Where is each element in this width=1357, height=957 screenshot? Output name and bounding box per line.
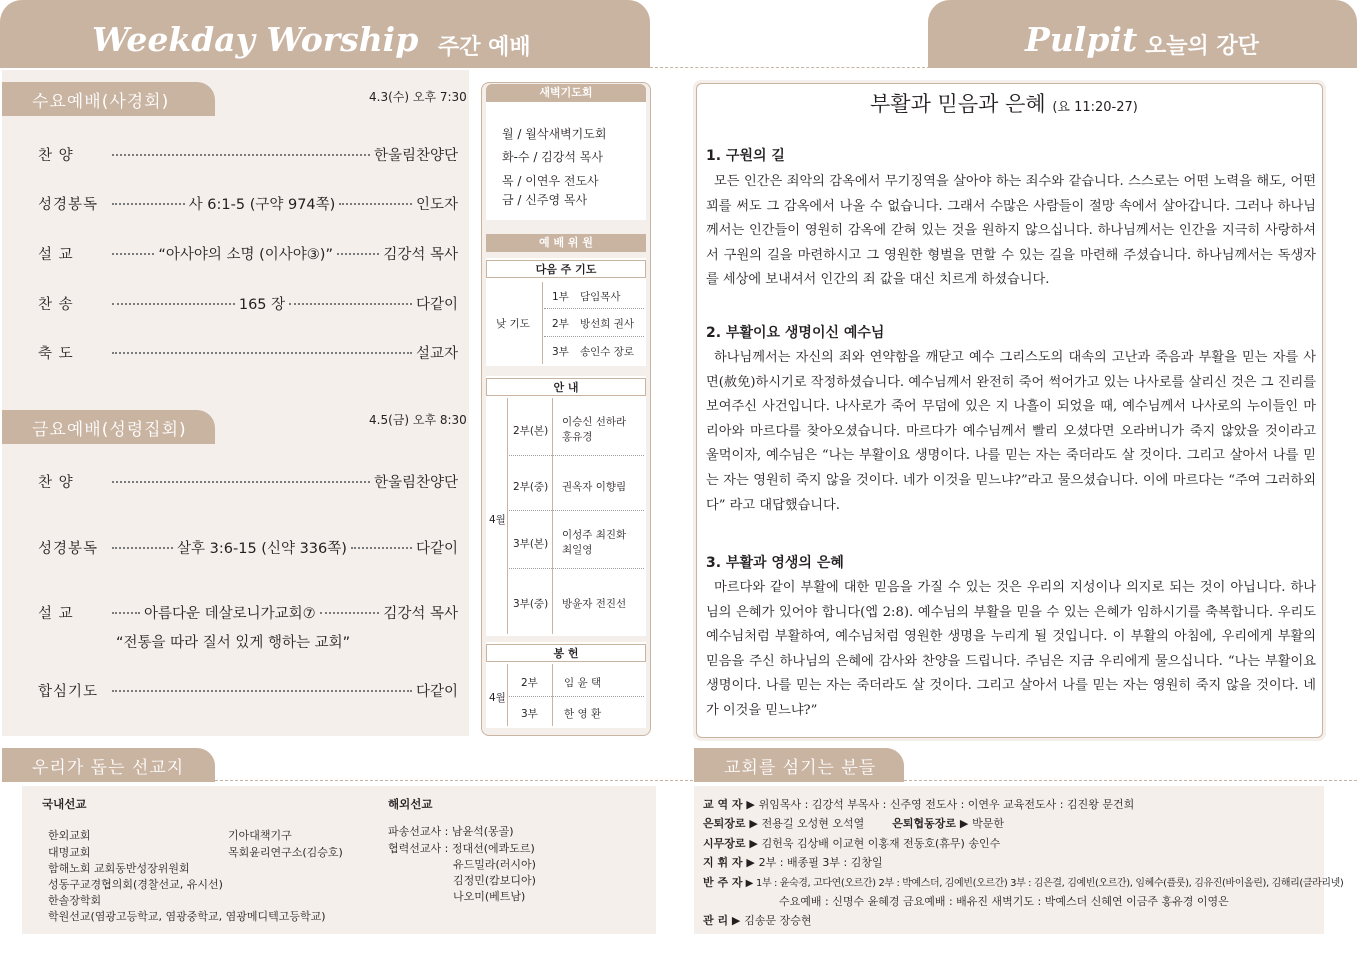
offering-part: 2부 [521,677,538,689]
fri-row-sermon [38,602,458,623]
offering-part-divider [552,664,553,726]
sermon-reference: (요 11:20-27) [1052,100,1138,115]
row-value: 한울림찬양단 [373,475,458,491]
domestic-mission: 학원선교(염광고등학교, 염광중학교, 염광메디텍고등학교) [48,910,326,923]
wed-row-benediction [38,342,458,363]
weekday-worship-script-title: Weekday Worship [92,20,419,59]
dawn-prayer-header: 새벽기도회 [486,84,646,102]
offering-month-divider [507,664,508,726]
dawn-line-thu: 목 / 이연우 전도사 [502,174,599,188]
fri-row-reading [38,537,458,558]
prayer-part: 1부 [552,291,569,303]
servant-names: 수요예배 : 신명수 윤혜경 금요예배 : 배유진 새벽기도 : 박예스더 신혜연 이금주 홍유경 이영은 [779,895,1229,908]
pulpit-script-title: Pulpit [1025,20,1138,59]
row-hymn-number: 165 장 [238,297,286,313]
guide-names: 권옥자 이향림 [562,481,627,493]
guide-names: 이승신 선하라 홍유경 [562,416,627,443]
wed-row-praise [38,144,458,165]
committee-header: 예 배 위 원 [486,234,646,252]
dawn-line-fri: 금 / 신주영 목사 [502,193,588,207]
row-value: 설교자 [415,346,458,362]
row-label: 찬 양 [38,475,74,491]
guide-header: 안 내 [486,378,646,396]
servant-row-retired: 은퇴장로 ▶ 전용길 오성현 오석열 은퇴협동장로 ▶ 박문한 [703,817,1005,830]
sermon-heading-1: 1. 구원의 길 [706,148,785,164]
row-value: 김강석 목사 [383,247,458,263]
missions-section-tab: 우리가 돕는 선교지 [2,748,215,782]
wed-row-reading [38,193,458,214]
offering-part: 3부 [521,708,538,720]
friday-date: 4.5(금) 오후 8:30 [369,413,467,427]
guide-row-divider [509,568,644,569]
guide-month: 4월 [489,514,506,526]
pulpit-title: 오늘의 강단 [1145,34,1259,59]
sermon-title-text: 부활과 믿음과 은혜 [870,92,1046,116]
row-value: 다같이 [415,297,459,313]
servant-label: 시무장로 [703,837,746,850]
servant-names: 위임목사 : 김강석 부목사 : 신주영 전도사 : 이연우 교육전도사 : 김진왕 문건희 [758,798,1135,811]
servants-section-tab: 교회를 섬기는 분들 [694,748,904,782]
header-divider [650,67,930,68]
fri-sermon-subtitle: “전통을 따라 질서 있게 행하는 교회” [116,635,351,651]
weekday-worship-title: 주간 예배 [438,35,531,60]
row-passage: 사 6:1-5 (구약 974쪽) [188,197,336,213]
guide-row-divider [509,510,644,511]
wednesday-date: 4.3(수) 오후 7:30 [369,90,467,104]
pulpit-header-tab [928,0,1357,68]
sermon-heading-3: 3. 부활과 영생의 은혜 [706,555,844,571]
wednesday-section-tab: 수요예배(사경회) [2,82,215,116]
servant-extra-names: 박문한 [972,817,1005,830]
friday-section-tab: 금요예배(성령집회) [2,410,215,444]
row-sermon-title: 아름다운 데살로니가교회⑦ [144,606,316,622]
guide-part: 2부(중) [513,481,549,493]
overseas-mission: 나오미(베트남) [453,890,526,903]
servant-label: 교 역 자 [703,798,743,811]
domestic-mission: 기아대책기구 [228,829,292,842]
servant-label: 은퇴장로 [703,817,746,830]
prayer-name: 송인수 장로 [580,346,635,358]
servant-row-conductors: 지 휘 자 ▶ 2부 : 배종필 3부 : 김창일 [703,856,883,869]
prayer-row-divider [544,336,644,337]
row-label: 성경봉독 [38,197,99,213]
day-prayer-label: 낮 기도 [496,318,530,330]
domestic-mission: 한외교회 [48,829,91,842]
row-label: 찬 송 [38,297,74,313]
servant-row-accompanists-extra [779,893,1229,909]
servant-row-accompanists: 반 주 자 ▶ 1부 : 윤숙경, 고다연(오르간) 2부 : 박예스더, 김예빈(오르간) 3부 : 김은결, 김예빈(오르간), 임혜수(플룻), 김유진(바이올린), 김해리(클라리넷) [703,876,1344,889]
prayer-row-divider [544,308,644,309]
servant-extra-label: 은퇴협동장로 [892,817,957,830]
guide-part: 2부(본) [513,425,549,437]
next-week-prayer-header: 다음 주 기도 [486,260,646,278]
prayer-name: 담임목사 [580,291,621,303]
offering-row-divider [509,696,644,697]
row-label: 축 도 [38,346,74,362]
row-passage: 살후 3:6-15 (신약 336쪽) [177,541,347,557]
guide-part-divider [552,398,553,634]
overseas-mission: 협력선교사 : 정대선(에콰도르) [388,842,535,855]
domestic-missions-title: 국내선교 [42,797,87,811]
servant-row-management: 관 리 ▶ 김송문 장승현 [703,914,812,927]
overseas-missions-title: 해외선교 [388,797,433,811]
servant-label: 반 주 자 [703,876,743,889]
row-label: 설 교 [38,247,74,263]
sermon-paragraph-1: 모든 인간은 죄악의 감옥에서 무기징역을 살아야 하는 죄수와 같습니다. 스스로는 어떤 노력을 해도, 어떤 꾀를 써도 그 감옥에서 나올 수 없습니다. 그래서 수많은 사람들이 절망 속에서 살아갑니다. 그러나 하나님께서는 인간들이 영원히 감옥에 갇혀 있는 것을 원하지 않으십니다. 하나님께서는 인간을 지극히 사랑하셔서 구원의 길을 마련하시고 그 영원한 형벌을 면할 수 있는 길을 마련해 주셨습니다. 하나님께서는 독생자를 세상에 보내셔서 인간의 죄 값을 대신 치르게 하셨습니다. [706,174,1316,288]
sermon-paragraph-3: 마르다와 같이 부활에 대한 믿음을 가질 수 있는 것은 우리의 지성이나 의지로 되는 것이 아닙니다. 하나님의 은혜가 있어야 합니다(엡 2:8). 예수님의 부활을 믿을 수 있는 은혜가 임하시기를 축복합니다. 우리도 예수님처럼 부활하여, 예수님처럼 영원한 생명을 누리게 될 것입니다. 이 부활의 아침에, 우리에게 부활의 믿음을 주신 하나님의 은혜에 감사와 찬양을 드립니다. 주님은 지금 우리에게 물으십니다. “나는 부활이요 생명이다. 나를 믿는 자는 죽더라도 살 것이다. 그리고 살아서 나를 믿는 자는 영원히 죽지 않을 것이다. 네가 이것을 믿느냐?” [706,580,1316,718]
servant-row-elders: 시무장로 ▶ 김헌욱 김상배 이교현 이홍재 전동호(휴무) 송인수 [703,837,1001,850]
prayer-name: 방선희 권사 [580,318,635,330]
row-value: 인도자 [415,197,459,213]
servant-label: 지 휘 자 [703,856,743,869]
dawn-line-tue-wed: 화-수 / 김강석 목사 [502,150,603,164]
servant-names: 김송문 장승현 [744,914,812,927]
row-label: 찬 양 [38,148,74,164]
wed-row-sermon [38,243,458,264]
row-label: 합심기도 [38,684,99,700]
offering-name: 임 윤 택 [564,677,602,689]
offering-header: 봉 헌 [486,644,646,662]
wed-row-hymn [38,293,458,314]
sermon-heading-2: 2. 부활이요 생명이신 예수님 [706,325,885,341]
guide-month-divider [507,398,508,634]
servant-label: 관 리 [703,914,729,927]
dawn-line-mon: 월 / 월삭새벽기도회 [502,127,607,141]
guide-names: 이성주 최진화 최일영 [562,529,627,556]
prayer-part: 2부 [552,318,569,330]
row-label: 성경봉독 [38,541,99,557]
domestic-mission: 한솔장학회 [48,894,102,907]
servant-names: 1부 : 윤숙경, 고다연(오르간) 2부 : 박예스더, 김예빈(오르간) 3부 : 김은결, 김예빈(오르간), 임혜수(플룻), 김유진(바이올린), 김해리(클라리넷) [756,878,1344,889]
prayer-part: 3부 [552,346,569,358]
prayer-divider [542,282,543,364]
row-sermon-title: “아사야의 소명 (이사야③)” [158,247,333,263]
row-label: 설 교 [38,606,74,622]
domestic-mission: 성동구교경협의회(경찰선교, 유시선) [48,878,223,891]
guide-part: 3부(본) [513,538,549,550]
overseas-mission: 김정민(캄보디아) [453,874,536,887]
fri-row-prayer [38,680,458,701]
offering-month: 4월 [489,692,506,704]
overseas-mission: 유드밀라(러시아) [453,858,536,871]
overseas-mission: 파송선교사 : 남윤석(몽골) [388,825,514,838]
guide-names: 방윤자 전진선 [562,598,627,610]
sermon-title [870,88,1138,118]
row-value: 김강석 목사 [383,606,458,622]
row-value: 다같이 [415,541,458,557]
domestic-mission: 함해노회 교회동반성장위원회 [48,862,190,875]
guide-row-divider [509,455,644,456]
row-value: 한울림찬양단 [373,148,458,164]
missions-divider [215,780,693,781]
domestic-mission: 대명교회 [48,846,91,859]
servant-row-pastors: 교 역 자 ▶ 위임목사 : 김강석 부목사 : 신주영 전도사 : 이연우 교육전도사 : 김진왕 문건희 [703,798,1135,811]
servant-names: 김헌욱 김상배 이교현 이홍재 전동호(휴무) 송인수 [761,837,1001,850]
servants-divider [904,780,1357,781]
row-value: 다같이 [415,684,458,700]
fri-row-praise [38,471,458,492]
offering-name: 한 영 환 [564,708,602,720]
domestic-mission: 목회윤리연구소(김승호) [228,846,343,859]
servant-names: 전용길 오성현 오석열 [761,817,865,830]
guide-part: 3부(중) [513,598,549,610]
sermon-paragraph-2: 하나님께서는 자신의 죄와 연약함을 깨닫고 예수 그리스도의 대속의 고난과 죽음과 부활을 믿는 자를 사면(赦免)하시기로 작정하셨습니다. 예수님께서 완전히 죽어 썩어가고 있는 나사로를 살리신 것은 그 진리를 보여주신 사건입니다. 나사로가 죽어 무덤에 있은 지 나흘이 되었을 때, 예수님께서 나사로의 누이들인 마리아와 마르다를 찾아오셨습니다. 마르다가 예수님께서 빨리 오셨다면 오라버니가 죽지 않았을 것이라고 울먹이자, 예수님은 “나는 부활이요 생명이다. 나를 믿는 자는 죽더라도 살 것이다. 그리고 살아서 나를 믿는 자는 영원히 죽지 않을 것이다. 네가 이것을 믿느냐?”라고 물으셨습니다. 이에 마르다는 “주여 그러하외다” 라고 대답했습니다. [706,350,1316,513]
servant-names: 2부 : 배종필 3부 : 김창일 [758,856,883,869]
